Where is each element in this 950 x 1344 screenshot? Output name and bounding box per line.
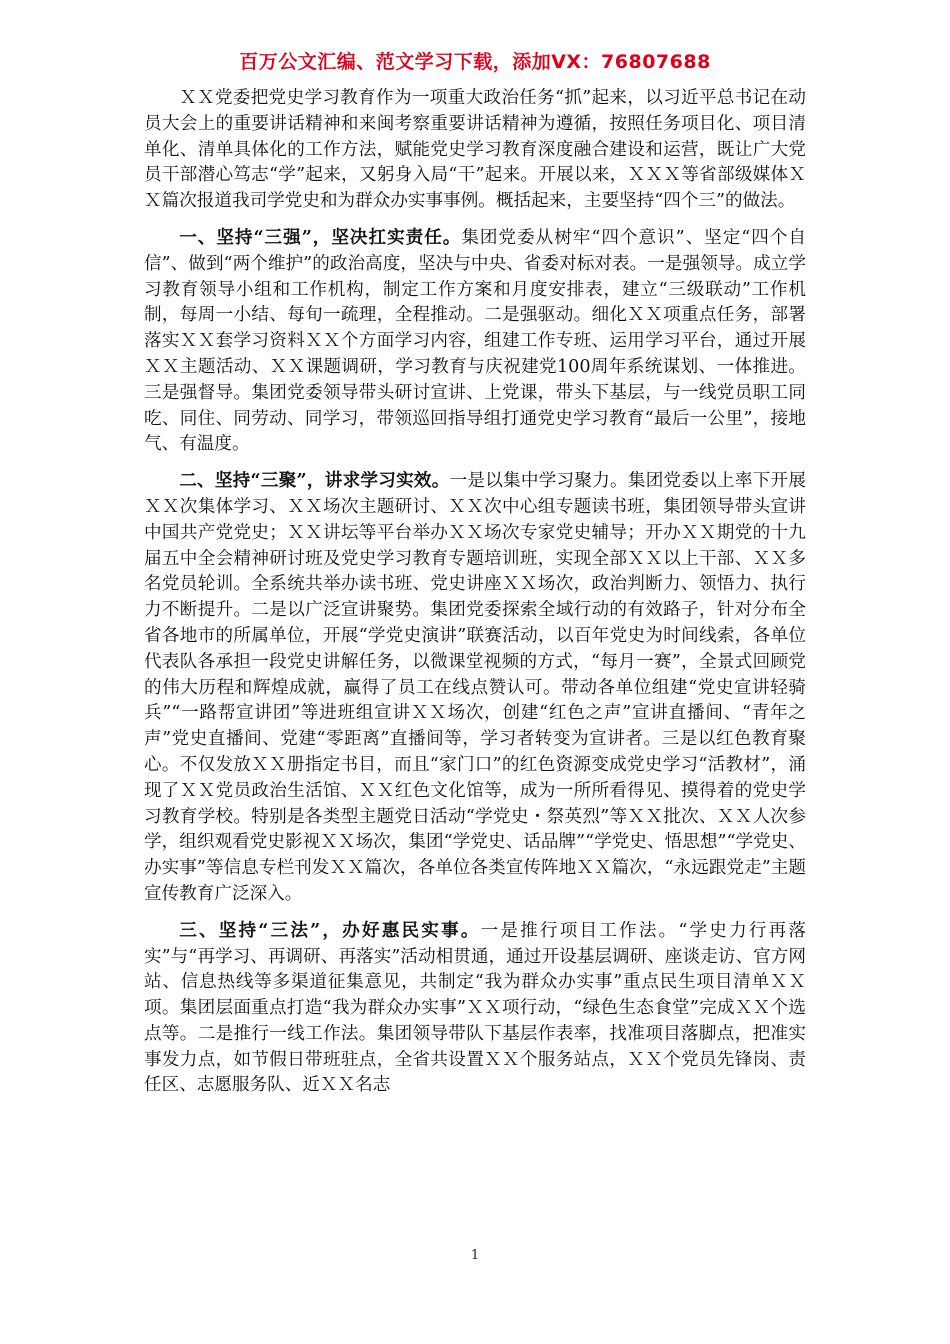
document-body <box>144 86 806 1109</box>
page-number: 1 <box>470 1248 480 1263</box>
section-three-paragraph <box>144 918 806 1100</box>
section-three-heading: 三、坚持“三法”，办好惠民实事。 <box>179 919 481 941</box>
intro-paragraph <box>144 86 806 215</box>
section-two-paragraph <box>144 468 806 908</box>
paragraph-text: 集团党委从树牢“四个意识”、坚定“四个自信”、做到“两个维护”的政治高度，坚决与中央、省委对标对表。一是强领导。成立学习教育领导小组和工作机构，制定工作方案和月度安排表，建立“三级联动”工作机制，每周一小结、每旬一疏理，全程推动。二是强驱动。细化ＸＸ项重点任务，部署落实ＸＸ套学习资料ＸＸ个方面学习内容，组建工作专班、运用学习平台，通过开展ＸＸ主题活动、ＸＸ课题调研，学习教育与庆祝建党100周年系统谋划、一体推进。三是强督导。集团党委领导带头研讨宣讲、上党课，带头下基层，与一线党员职工同吃、同住、同劳动、同学习，带领巡回指导组打通党史学习教育“最后一公里”，接地气、有温度。 <box>144 227 806 455</box>
section-two-heading: 二、坚持“三聚”，讲求学习实效。 <box>179 470 450 492</box>
section-one-heading: 一、坚持“三强”，坚决扛实责任。 <box>179 226 462 248</box>
paragraph-text: 一是推行项目工作法。“学史力行再落实”与“再学习、再调研、再落实”活动相贯通，通过开设基层调研、座谈走访、官方网站、信息热线等多渠道征集意见，共制定“我为群众办实事”重点民生项目清单ＸＸ项。集团层面重点打造“我为群众办实事”ＸＸ项行动，“绿色生态食堂”完成ＸＸ个选点等。二是推行一线工作法。集团领导带队下基层作表率，找准项目落脚点，把准实事发力点，如节假日带班驻点，全省共设置ＸＸ个服务站点，ＸＸ个党员先锋岗、责任区、志愿服务队、近ＸＸ名志 <box>144 920 806 1096</box>
download-banner: 百万公文汇编、范文学习下载，添加VX：76807688 <box>239 51 711 73</box>
paragraph-text: ＸＸ党委把党史学习教育作为一项重大政治任务“抓”起来，以习近平总书记在动员大会上的重要讲话精神和来闽考察重要讲话精神为遵循，按照任务项目化、项目清单化、清单具体化的工作方法，赋能党史学习教育深度融合建设和运营，既让广大党员干部潜心笃志“学”起来，又躬身入局“干”起来。开展以来，ＸＸＸ等省部级媒体ＸＸ篇次报道我司学党史和为群众办实事事例。概括起来，主要坚持“四个三”的做法。 <box>144 88 806 212</box>
section-one-paragraph <box>144 225 806 458</box>
paragraph-text: 一是以集中学习聚力。集团党委以上率下开展ＸＸ次集体学习、ＸＸ场次主题研讨、ＸＸ次中心组专题读书班，集团领导带头宣讲中国共产党党史；ＸＸ讲坛等平台举办ＸＸ场次专家党史辅导；开办ＸＸ期党的十九届五中全会精神研讨班及党史学习教育专题培训班，实现全部ＸＸ以上干部、ＸＸ多名党员轮训。全系统共举办读书班、党史讲座ＸＸ场次，政治判断力、领悟力、执行力不断提升。二是以广泛宣讲聚势。集团党委探索全域行动的有效路子，针对分布全省各地市的所属单位，开展“学党史演讲”联赛活动，以百年党史为时间线索，各单位代表队各承担一段党史讲解任务，以微课堂视频的方式，“每月一赛”，全景式回顾党的伟大历程和辉煌成就，赢得了员工在线点赞认可。带动各单位组建“党史宣讲轻骑兵”“一路帮宣讲团”等进班组宣讲ＸＸ场次，创建“红色之声”宣讲直播间、“青年之声”党史直播间、党建“零距离”直播间等，学习者转变为宣讲者。三是以红色教育聚心。不仅发放ＸＸ册指定书目，而且“家门口”的红色资源变成党史学习“活教材”，涌现了ＸＸ党员政治生活馆、ＸＸ红色文化馆等，成为一所所看得见、摸得着的党史学习教育学校。特别是各类型主题党日活动“学党史・祭英烈”等ＸＸ批次、ＸＸ人次参学，组织观看党史影视ＸＸ场次，集团“学党史、话品牌”“学党史、悟思想”“学党史、办实事”等信息专栏刊发ＸＸ篇次，各单位各类宣传阵地ＸＸ篇次，“永远跟党走”主题宣传教育广泛深入。 <box>144 471 806 904</box>
